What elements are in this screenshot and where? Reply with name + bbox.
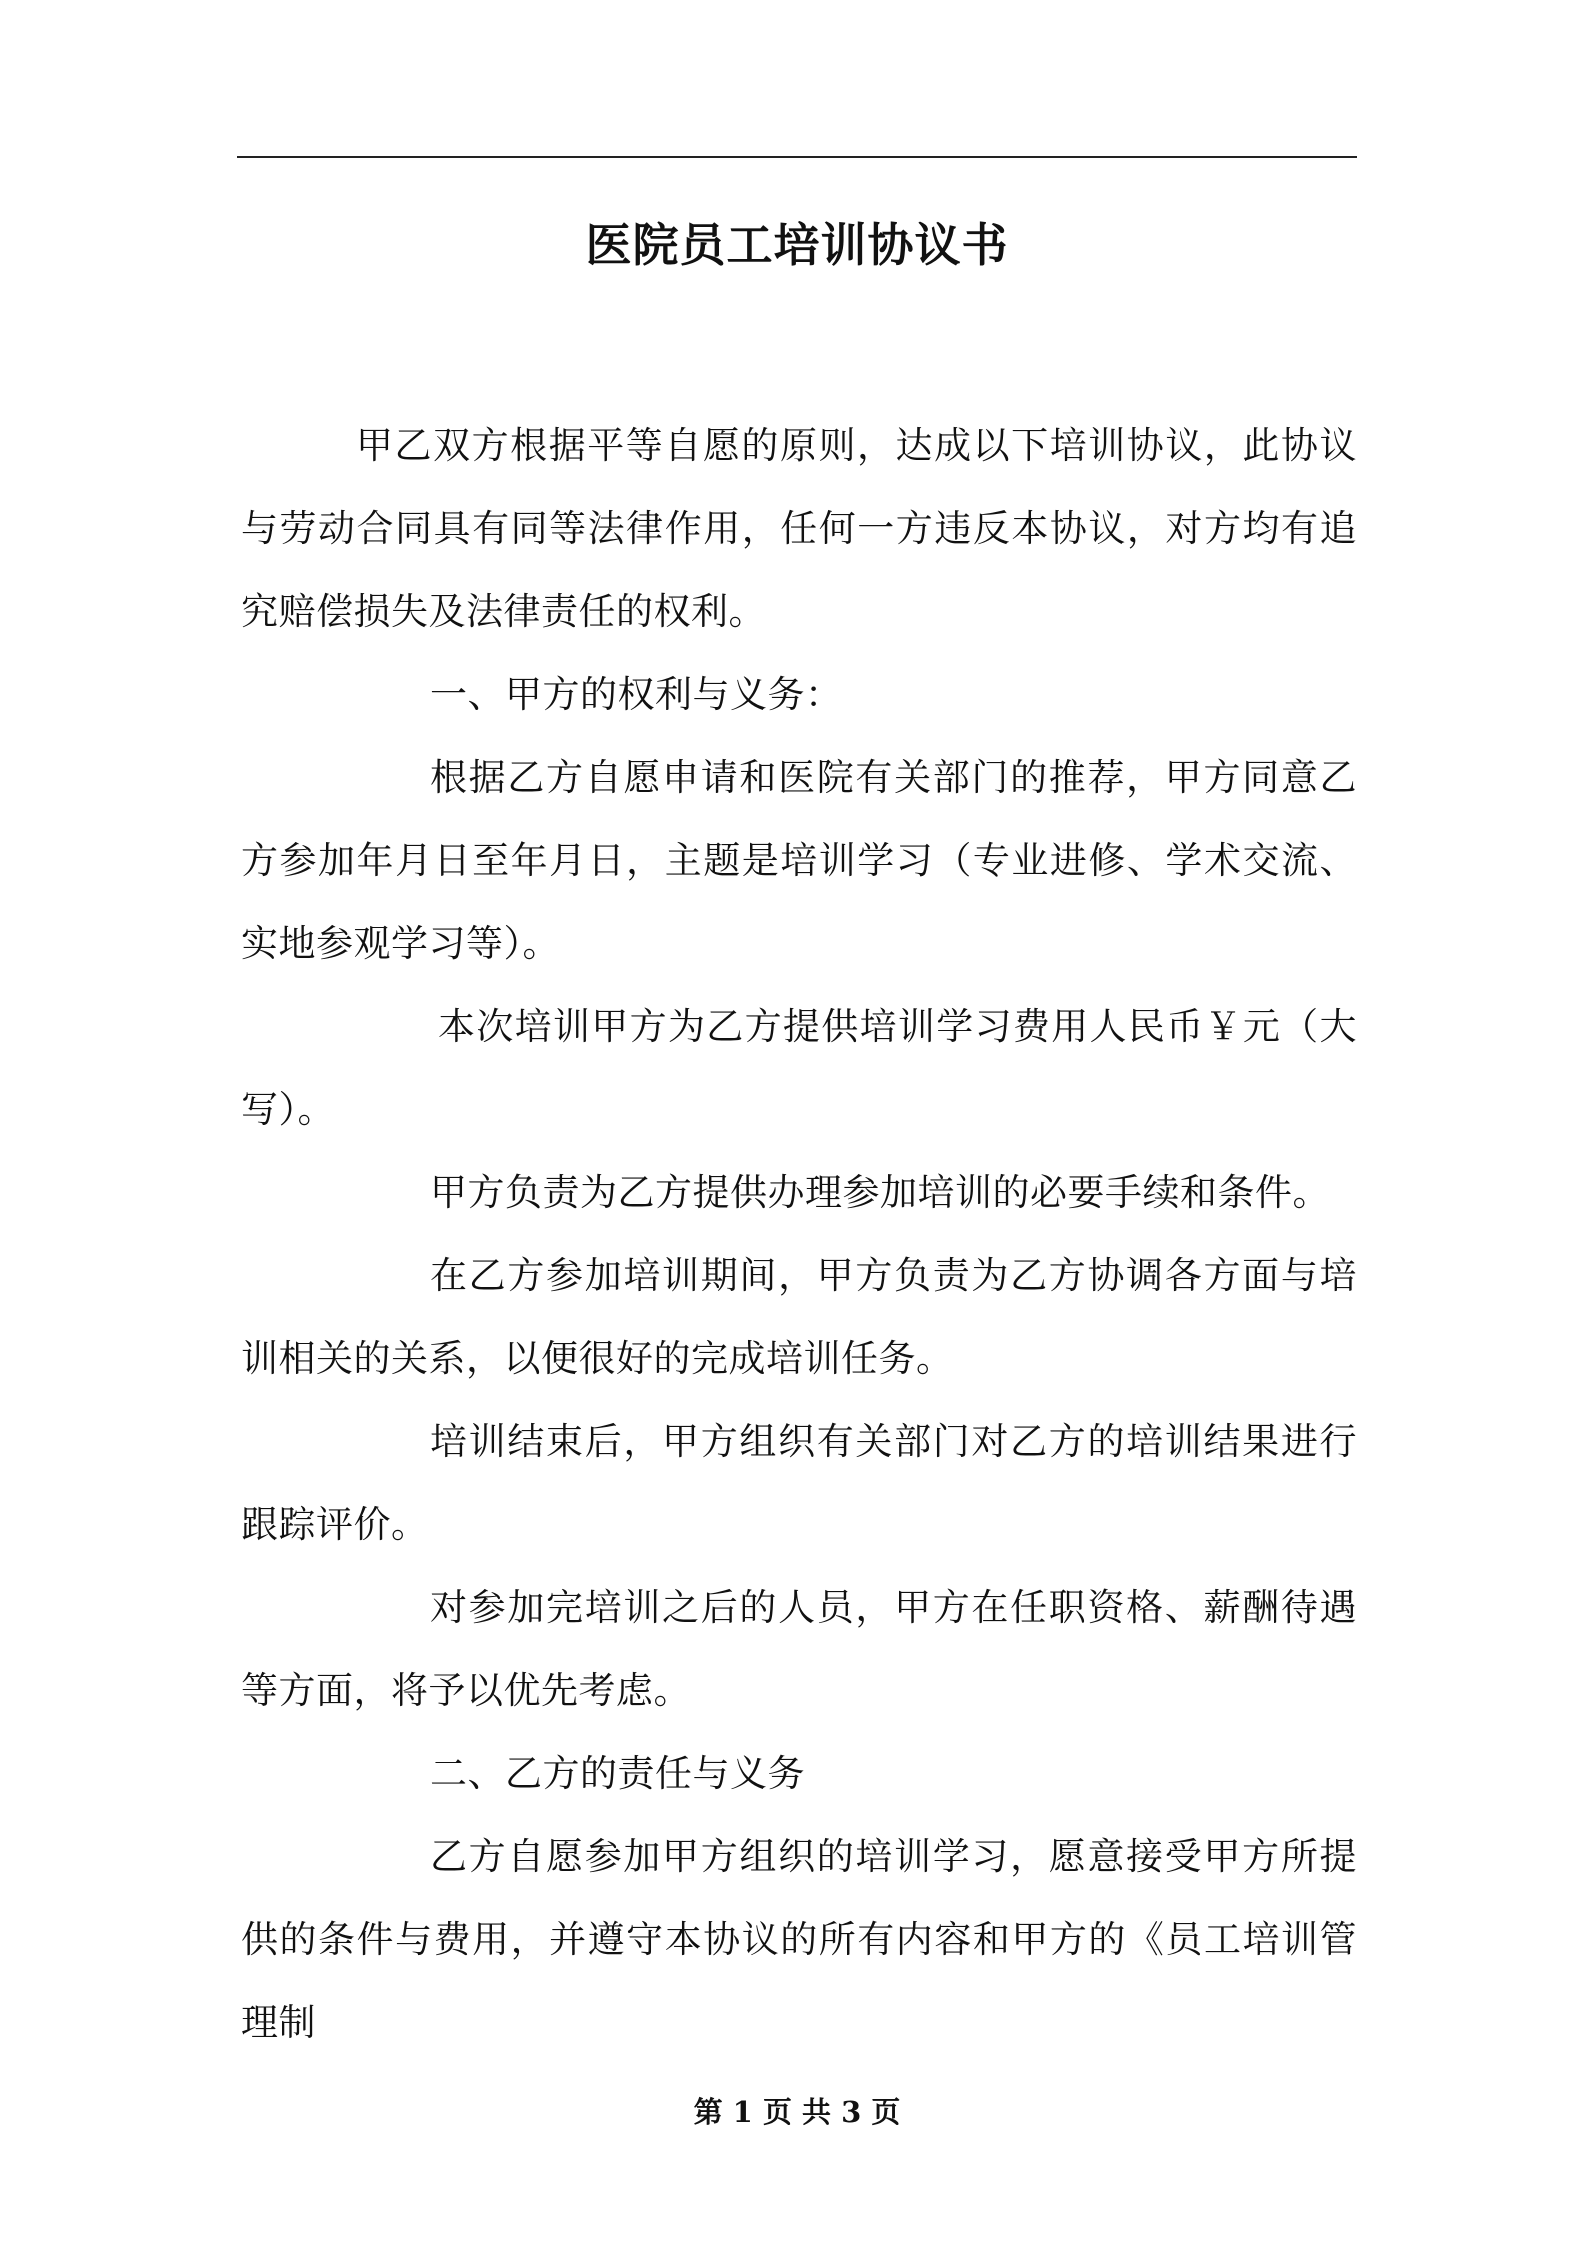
paragraph-coordination: 在乙方参加培训期间，甲方负责为乙方协调各方面与培训相关的关系，以便很好的完成培训任务。 xyxy=(241,1254,1357,1380)
section-heading-party-b: 二、乙方的责任与义务 xyxy=(430,1752,805,1795)
document-body xyxy=(241,404,1357,2064)
paragraph-evaluation: 培训结束后，甲方组织有关部门对乙方的培训结果进行跟踪评价。 xyxy=(241,1420,1357,1546)
document-title: 医院员工培训协议书 xyxy=(585,218,1009,272)
paragraph-party-b-obligation: 乙方自愿参加甲方组织的培训学习，愿意接受甲方所提供的条件与费用，并遵守本协议的所有内容和甲方的《员工培训管理制 xyxy=(241,1835,1357,2044)
section-heading-party-a: 一、甲方的权利与义务： xyxy=(430,673,843,716)
paragraph-training-fee: 本次培训甲方为乙方提供培训学习费用人民币￥元（大写）。 xyxy=(241,1005,1357,1131)
paragraph-procedures: 甲方负责为乙方提供办理参加培训的必要手续和条件。 xyxy=(430,1171,1330,1214)
paragraph-priority: 对参加完培训之后的人员，甲方在任职资格、薪酬待遇等方面，将予以优先考虑。 xyxy=(241,1586,1357,1712)
header-rule xyxy=(237,156,1357,158)
paragraph-intro: 甲乙双方根据平等自愿的原则，达成以下培训协议，此协议与劳动合同具有同等法律作用，任何一方违反本协议，对方均有追究赔偿损失及法律责任的权利。 xyxy=(241,424,1357,633)
page-number-footer: 第 1 页 共 3 页 xyxy=(693,2095,901,2129)
paragraph-training-consent: 根据乙方自愿申请和医院有关部门的推荐，甲方同意乙方参加年月日至年月日，主题是培训学习（专业进修、学术交流、实地参观学习等）。 xyxy=(241,756,1357,965)
